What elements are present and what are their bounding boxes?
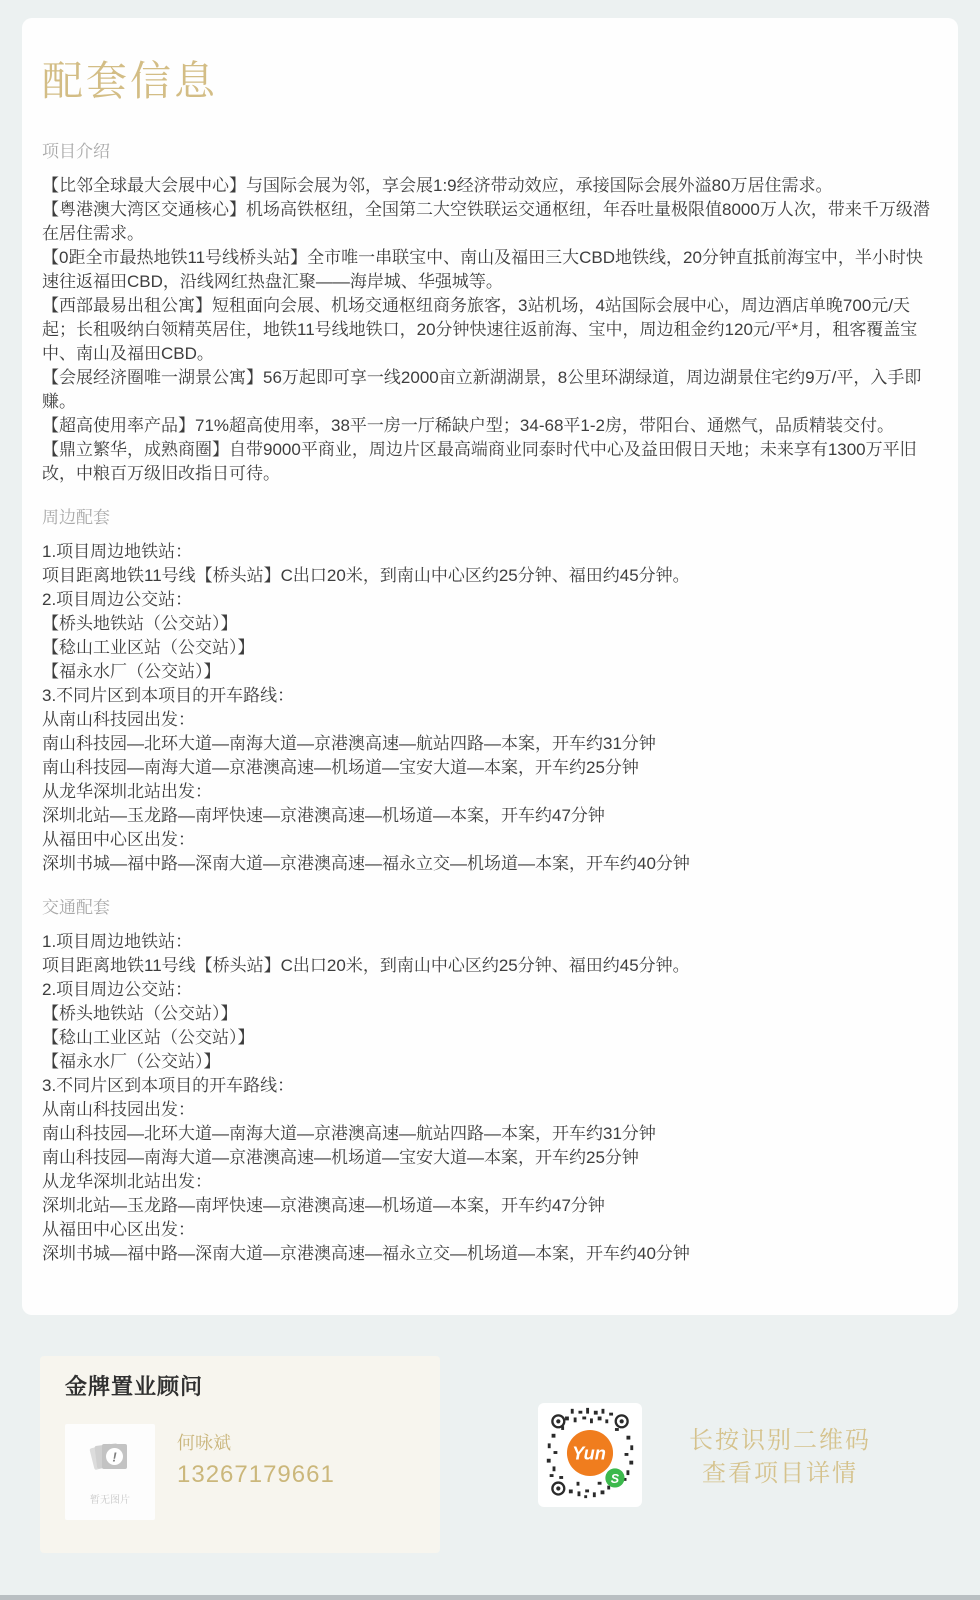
surrounding-line: 3.不同片区到本项目的开车路线：: [42, 686, 295, 705]
surrounding-line: 【稔山工业区站（公交站）】: [42, 638, 255, 657]
svg-text:!: !: [112, 1449, 117, 1465]
page-title: 配套信息: [42, 58, 218, 104]
traffic-line: 2.项目周边公交站：: [42, 980, 193, 999]
traffic-line: 项目距离地铁11号线【桥头站】C出口20米，到南山中心区约25分钟、福田约45分钟。: [42, 956, 690, 975]
traffic-line: 1.项目周边地铁站：: [42, 932, 193, 951]
traffic-line: 【稔山工业区站（公交站）】: [42, 1028, 255, 1047]
traffic-line: 深圳书城—福中路—深南大道—京港澳高速—福永立交—机场道—本案，开车约40分钟: [42, 1244, 690, 1263]
intro-paragraph: 【超高使用率产品】71%超高使用率，38平一房一厅稀缺户型；34-68平1-2房，带阳台、通燃气，品质精装交付。: [42, 416, 894, 435]
intro-paragraph: 【粤港澳大湾区交通核心】机场高铁枢纽，全国第二大空铁联运交通枢纽，年吞吐量极限值8000万人次，带来千万级潜在居住需求。: [42, 200, 930, 243]
traffic-line: 南山科技园—南海大道—京港澳高速—机场道—宝安大道—本案，开车约25分钟: [42, 1148, 639, 1167]
info-card: [22, 18, 958, 1315]
svg-text:S: S: [610, 1471, 620, 1486]
surrounding-line: 南山科技园—南海大道—京港澳高速—机场道—宝安大道—本案，开车约25分钟: [42, 758, 639, 777]
no-image-label: 暂无图片: [90, 1495, 130, 1506]
surrounding-line: 从福田中心区出发：: [42, 830, 195, 849]
traffic-line: 从南山科技园出发：: [42, 1100, 195, 1119]
intro-paragraph: 【会展经济圈唯一湖景公寓】56万起即可享一线2000亩立新湖湖景，8公里环湖绿道，周边湖景住宅约9万/平，入手即赚。: [42, 368, 922, 411]
surrounding-line: 2.项目周边公交站：: [42, 590, 193, 609]
traffic-lines: [42, 930, 938, 1266]
surrounding-line: 深圳北站—玉龙路—南坪快速—京港澳高速—机场道—本案，开车约47分钟: [42, 806, 605, 825]
consultant-row: [65, 1424, 420, 1520]
consultant-phone[interactable]: 13267179661: [177, 1461, 335, 1488]
qr-logo-text: Yun: [572, 1442, 606, 1464]
intro-paragraph: 【鼎立繁华，成熟商圈】自带9000平商业，周边片区最高端商业同泰时代中心及益田假日天地；未来享有1300万平旧改，中粮百万级旧改指日可待。: [42, 440, 917, 483]
consultant-info: [177, 1424, 335, 1490]
qr-caption: [652, 1424, 908, 1490]
surrounding-line: 深圳书城—福中路—深南大道—京港澳高速—福永立交—机场道—本案，开车约40分钟: [42, 854, 690, 873]
no-image-icon: [88, 1438, 132, 1483]
traffic-line: 深圳北站—玉龙路—南坪快速—京港澳高速—机场道—本案，开车约47分钟: [42, 1196, 605, 1215]
surrounding-line: 从龙华深圳北站出发：: [42, 782, 212, 801]
bottom-divider: [0, 1595, 980, 1600]
qr-code[interactable]: [538, 1403, 642, 1507]
qr-caption-line1: 长按识别二维码: [689, 1427, 871, 1454]
qr-code-icon: [542, 1405, 638, 1506]
surrounding-line: 1.项目周边地铁站：: [42, 542, 193, 561]
intro-paragraph: 【西部最易出租公寓】短租面向会展、机场交通枢纽商务旅客，3站机场，4站国际会展中心，周边酒店单晚700元/天起；长租吸纳白领精英居住，地铁11号线地铁口，20分钟快速往返前海、宝中，周边租金约120元/平*月，租客覆盖宝中、南山及福田CBD。: [42, 296, 918, 363]
surrounding-line: 【福永水厂（公交站）】: [42, 662, 221, 681]
surrounding-line: 南山科技园—北环大道—南海大道—京港澳高速—航站四路—本案，开车约31分钟: [42, 734, 656, 753]
intro-paragraph: 【比邻全球最大会展中心】与国际会展为邻，享会展1:9经济带动效应，承接国际会展外溢80万居住需求。: [42, 176, 833, 195]
consultant-card: [40, 1356, 440, 1553]
intro-paragraphs: [42, 174, 938, 486]
surrounding-line: 【桥头地铁站（公交站）】: [42, 614, 238, 633]
section-label-intro: 项目介绍: [42, 142, 110, 161]
consultant-card-title: 金牌置业顾问: [65, 1374, 204, 1399]
traffic-line: 从龙华深圳北站出发：: [42, 1172, 212, 1191]
traffic-line: 从福田中心区出发：: [42, 1220, 195, 1239]
intro-paragraph: 【0距全市最热地铁11号线桥头站】全市唯一串联宝中、南山及福田三大CBD地铁线，20分钟直抵前海宝中，半小时快速往返福田CBD，沿线网红热盘汇聚——海岸城、华强城等。: [42, 248, 923, 291]
traffic-line: 【桥头地铁站（公交站）】: [42, 1004, 238, 1023]
traffic-line: 南山科技园—北环大道—南海大道—京港澳高速—航站四路—本案，开车约31分钟: [42, 1124, 656, 1143]
qr-caption-line2: 查看项目详情: [702, 1460, 858, 1487]
section-label-traffic: 交通配套: [42, 898, 110, 917]
section-label-surrounding: 周边配套: [42, 508, 110, 527]
surrounding-line: 从南山科技园出发：: [42, 710, 195, 729]
traffic-line: 3.不同片区到本项目的开车路线：: [42, 1076, 295, 1095]
traffic-line: 【福永水厂（公交站）】: [42, 1052, 221, 1071]
surrounding-lines: [42, 540, 938, 876]
consultant-name: 何咏斌: [177, 1433, 231, 1453]
surrounding-line: 项目距离地铁11号线【桥头站】C出口20米，到南山中心区约25分钟、福田约45分钟。: [42, 566, 690, 585]
avatar: [65, 1424, 155, 1520]
